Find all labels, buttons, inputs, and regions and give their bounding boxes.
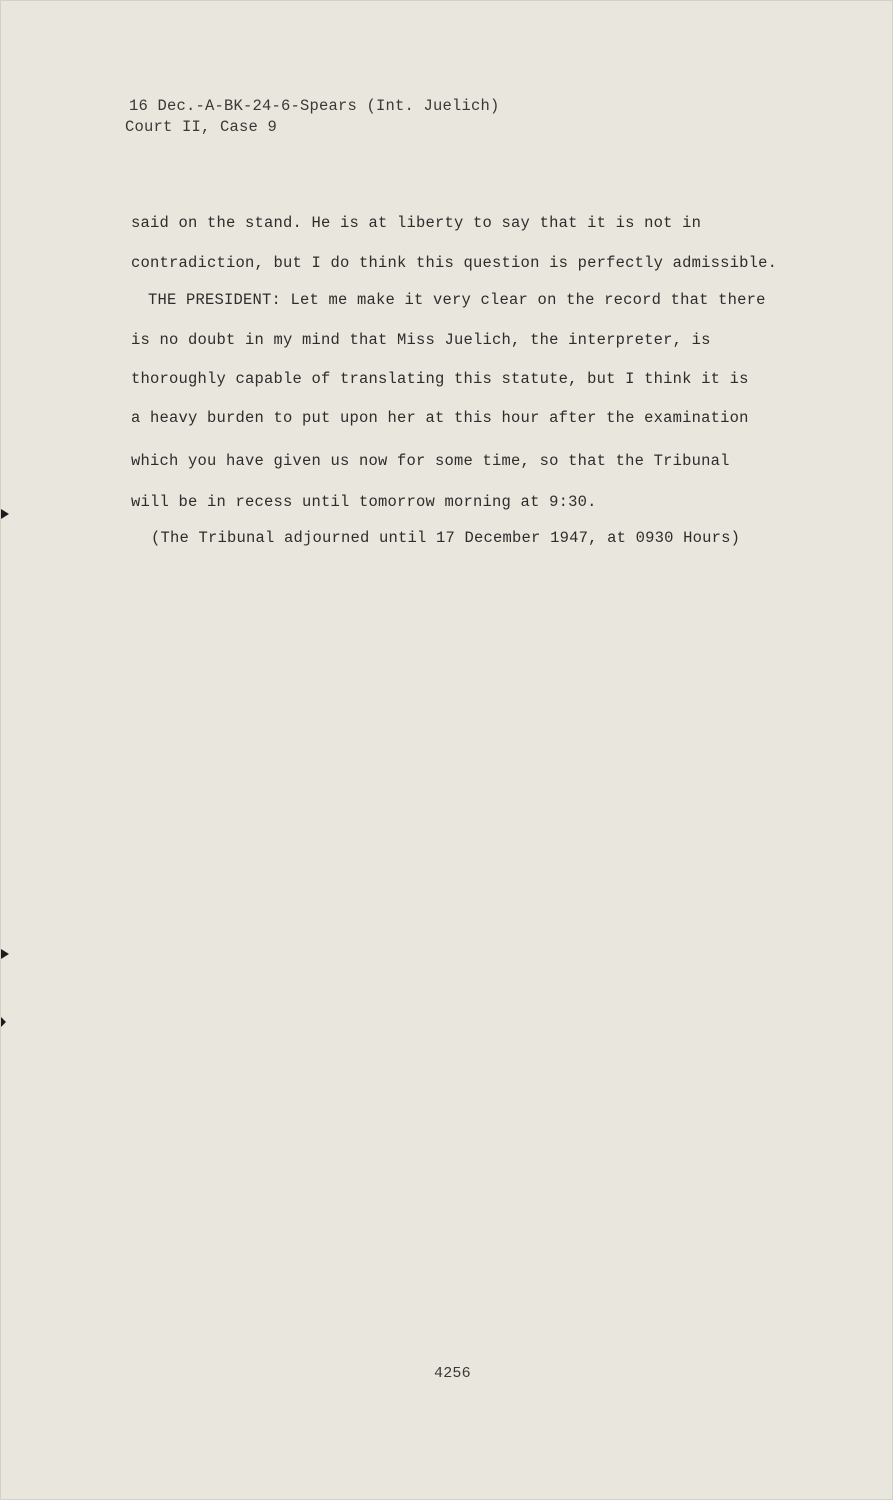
header-court-line: Court II, Case 9	[125, 118, 278, 136]
body-line-4: is no doubt in my mind that Miss Juelich, the interpreter, is	[131, 331, 711, 349]
body-line-3: THE PRESIDENT: Let me make it very clear on the record that there	[148, 291, 766, 309]
body-line-2: contradiction, but I do think this question is perfectly admissible.	[131, 254, 778, 272]
body-line-8: will be in recess until tomorrow morning at 9:30.	[131, 493, 597, 511]
binding-mark-bottom	[1, 1017, 6, 1027]
binding-mark-lower	[1, 949, 9, 959]
binding-mark-upper	[1, 509, 9, 519]
header-session-line: 16 Dec.-A-BK-24-6-Spears (Int. Juelich)	[129, 97, 500, 115]
body-line-7: which you have given us now for some time, so that the Tribunal	[131, 452, 730, 470]
body-line-1: said on the stand. He is at liberty to say that it is not in	[131, 214, 702, 232]
adjournment-note: (The Tribunal adjourned until 17 December 1947, at 0930 Hours)	[151, 529, 741, 547]
body-line-6: a heavy burden to put upon her at this hour after the examination	[131, 409, 749, 427]
page-number: 4256	[434, 1365, 471, 1382]
body-line-5: thoroughly capable of translating this statute, but I think it is	[131, 370, 749, 388]
